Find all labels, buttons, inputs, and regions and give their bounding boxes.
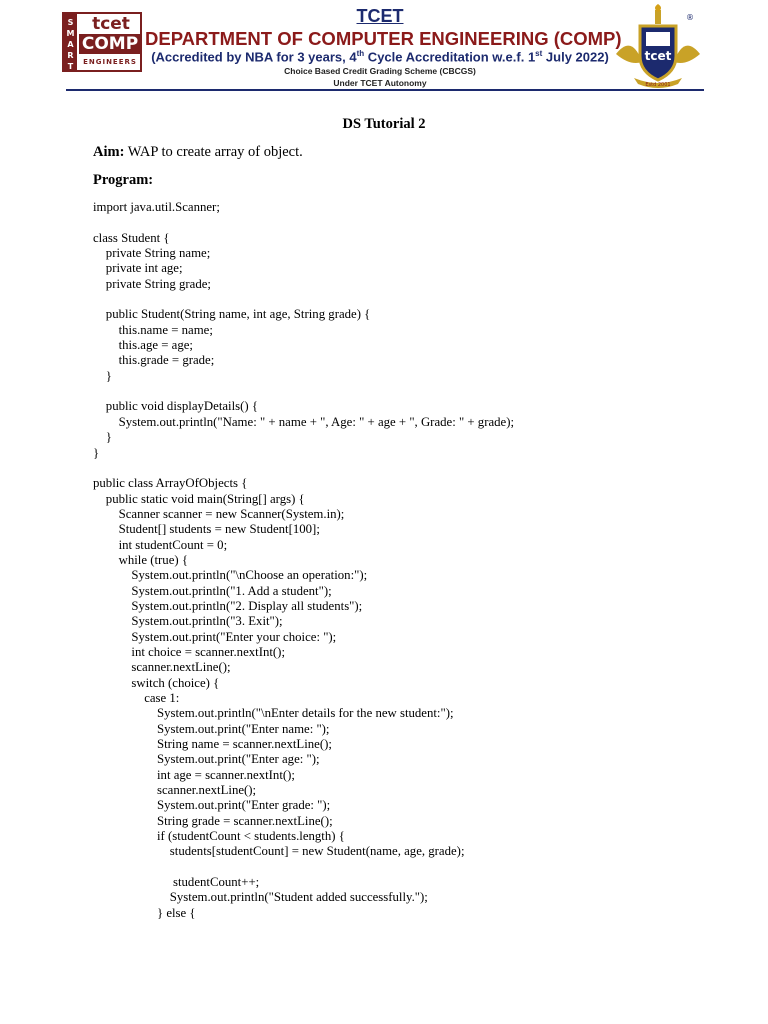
code-line: System.out.print("Enter your choice: "); — [93, 629, 337, 644]
svg-text:®: ® — [686, 13, 694, 22]
logo-side-text: S M A R T — [64, 14, 77, 70]
code-line: System.out.print("Enter age: "); — [93, 752, 320, 767]
aim-statement — [93, 144, 303, 161]
logo-top-text: tcet — [92, 14, 130, 34]
document-header — [0, 0, 768, 96]
code-line — [93, 860, 514, 875]
department-name: DEPARTMENT OF COMPUTER ENGINEERING (COMP) — [145, 28, 622, 49]
code-line: students[studentCount] = new Student(name, age, grade); — [93, 844, 465, 859]
code-line: public static void main(String[] args) { — [93, 491, 305, 506]
code-line: int age = scanner.nextInt(); — [93, 767, 295, 782]
code-line — [93, 384, 514, 399]
code-line: case 1: — [93, 691, 180, 705]
code-line: private int age; — [93, 261, 183, 276]
code-line — [93, 292, 514, 307]
page-title: DS Tutorial 2 — [342, 116, 426, 132]
code-line: } — [93, 430, 112, 445]
code-line: } else { — [93, 905, 196, 920]
code-line: if (studentCount < students.length) { — [93, 829, 345, 844]
header-divider — [66, 89, 704, 91]
code-line: System.out.println("3. Exit"); — [93, 614, 283, 629]
autonomy-line: Under TCET Autonomy — [333, 78, 427, 88]
logo-middle-text: COMP — [79, 34, 141, 54]
code-line: studentCount++; — [93, 875, 260, 890]
svg-text:Estd 2001: Estd 2001 — [645, 82, 671, 88]
code-line: System.out.println("1. Add a student"); — [93, 583, 332, 598]
code-line: System.out.print("Enter grade: "); — [93, 798, 331, 813]
code-line: public Student(String name, int age, String grade) { — [93, 307, 371, 322]
code-line: System.out.println("2. Display all students"); — [93, 598, 363, 613]
code-line — [93, 461, 514, 476]
crest-icon — [612, 4, 704, 88]
code-line: System.out.print("Enter name: "); — [93, 721, 330, 736]
code-line: Scanner scanner = new Scanner(System.in); — [93, 506, 345, 521]
code-line: this.age = age; — [93, 338, 193, 353]
aim-text: WAP to create array of object. — [124, 144, 303, 160]
code-line: String grade = scanner.nextLine(); — [93, 813, 333, 828]
code-line: public void displayDetails() { — [93, 399, 259, 414]
code-line: } — [93, 368, 112, 383]
code-line: switch (choice) { — [93, 675, 220, 690]
code-line: } — [93, 445, 100, 460]
code-line: String name = scanner.nextLine(); — [93, 737, 332, 752]
tcet-comp-logo — [62, 12, 142, 72]
code-line: int choice = scanner.nextInt(); — [93, 644, 286, 659]
accreditation-line: (Accredited by NBA for 3 years, 4th Cycle Accreditation w.e.f. 1st July 2022) — [151, 49, 609, 65]
aim-label: Aim: — [93, 144, 125, 160]
code-line: System.out.println("\nChoose an operation:"); — [93, 568, 368, 583]
code-line: System.out.println("\nEnter details for the new student:"); — [93, 706, 454, 721]
code-line: while (true) { — [93, 552, 188, 567]
grading-scheme: Choice Based Credit Grading Scheme (CBCGS) — [284, 66, 476, 76]
code-line: Student[] students = new Student[100]; — [93, 522, 320, 537]
logo-bottom-text: ENGINEERS — [83, 58, 137, 66]
code-line: System.out.println("Student added successfully."); — [93, 890, 428, 905]
code-line: int studentCount = 0; — [93, 537, 228, 552]
code-line: import java.util.Scanner; — [93, 200, 220, 214]
institute-name: TCET — [356, 6, 404, 26]
code-line: this.name = name; — [93, 322, 213, 337]
tcet-crest-logo — [612, 4, 704, 88]
program-heading: Program: — [93, 172, 154, 188]
code-line: private String name; — [93, 246, 211, 261]
code-line: public class ArrayOfObjects { — [93, 476, 248, 491]
code-line: System.out.println("Name: " + name + ", Age: " + age + ", Grade: " + grade); — [93, 414, 515, 429]
code-line: private String grade; — [93, 276, 211, 291]
svg-text:tcet: tcet — [644, 49, 672, 63]
code-listing — [93, 200, 514, 921]
code-line: class Student { — [93, 230, 170, 245]
code-line: this.grade = grade; — [93, 353, 215, 368]
code-line — [93, 215, 514, 230]
code-line: scanner.nextLine(); — [93, 660, 231, 675]
code-line: scanner.nextLine(); — [93, 783, 257, 798]
